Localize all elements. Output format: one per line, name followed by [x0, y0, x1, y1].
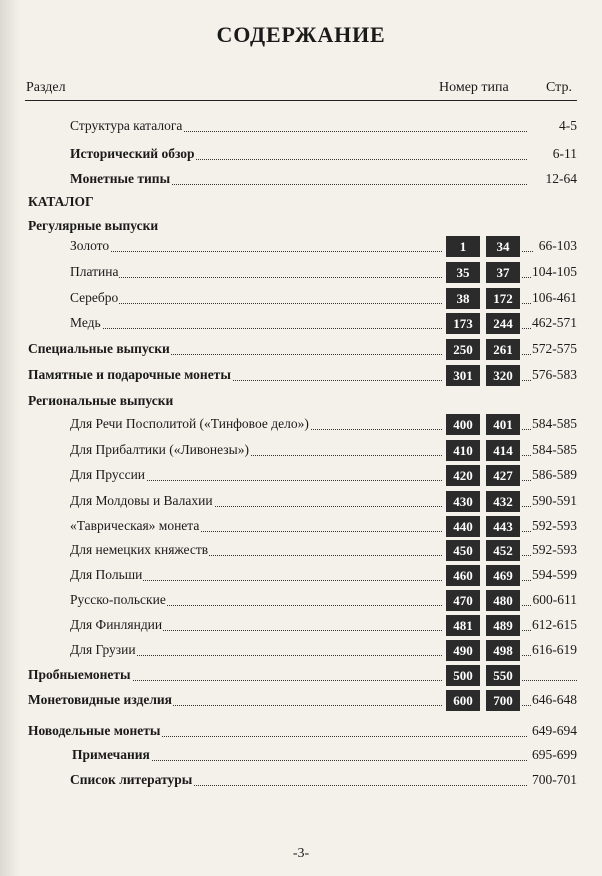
toc-entry-label: Памятные и подарочные монеты	[28, 367, 231, 382]
toc-row	[0, 216, 602, 238]
dot-leader	[74, 251, 442, 252]
toc-entry-pages: 12-64	[545, 171, 577, 186]
toc-entry-label: «Таврическая» монета	[70, 518, 200, 533]
dot-leader	[74, 303, 442, 304]
toc-row	[0, 690, 602, 712]
type-number-start-badge: 600	[446, 690, 480, 711]
toc-row	[0, 491, 602, 513]
toc-entry-label: Медь	[70, 315, 101, 330]
toc-entry-pages: 4-5	[559, 118, 577, 133]
toc-entry-pages: 106-461	[532, 290, 577, 305]
type-number-end-badge: 172	[486, 288, 520, 309]
dot-leader	[522, 251, 533, 252]
toc-entry-label: Серебро	[70, 290, 119, 305]
toc-entry-pages: 646-648	[532, 692, 577, 707]
type-number-end-badge: 414	[486, 440, 520, 461]
toc-entry-label: Для Молдовы и Валахии	[70, 493, 213, 508]
type-number-start-badge: 173	[446, 313, 480, 334]
toc-entry-label: Специальные выпуски	[28, 341, 170, 356]
type-number-start-badge: 35	[446, 262, 480, 283]
type-number-end-badge: 34	[486, 236, 520, 257]
type-number-end-badge: 700	[486, 690, 520, 711]
toc-entry-pages: 616-619	[532, 642, 577, 657]
type-number-end-badge: 320	[486, 365, 520, 386]
type-number-end-badge: 432	[486, 491, 520, 512]
toc-entry-label: Региональные выпуски	[28, 393, 174, 408]
header-section-label: Раздел	[26, 80, 66, 95]
type-number-end-badge: 498	[486, 640, 520, 661]
toc-row	[0, 144, 602, 166]
toc-entry-label: Список литературы	[70, 772, 193, 787]
toc-entry-label: Для немецких княжеств	[70, 542, 209, 557]
toc-row	[0, 288, 602, 310]
toc-entry-label: КАТАЛОГ	[28, 194, 94, 209]
toc-row	[0, 745, 602, 767]
toc-row	[0, 665, 602, 687]
toc-row	[0, 516, 602, 538]
toc-entry-label: Регулярные выпуски	[28, 218, 159, 233]
toc-row	[0, 721, 602, 743]
toc-row	[0, 414, 602, 436]
type-number-start-badge: 250	[446, 339, 480, 360]
toc-entry-pages: 6-11	[552, 146, 577, 161]
toc-entry-label: Для Речи Посполитой («Тинфовое дело»)	[70, 416, 309, 431]
type-number-start-badge: 440	[446, 516, 480, 537]
toc-entry-label: Для Пруссии	[70, 467, 146, 482]
type-number-start-badge: 450	[446, 540, 480, 561]
type-number-start-badge: 420	[446, 465, 480, 486]
type-number-start-badge: 481	[446, 615, 480, 636]
toc-entry-label: Для Финляндии	[70, 617, 163, 632]
type-number-end-badge: 469	[486, 565, 520, 586]
type-number-start-badge: 38	[446, 288, 480, 309]
page-number: -3-	[292, 846, 310, 861]
type-number-start-badge: 430	[446, 491, 480, 512]
toc-entry-pages: 66-103	[538, 238, 577, 253]
toc-entry-pages: 649-694	[532, 723, 577, 738]
toc-row	[0, 540, 602, 562]
toc-row	[0, 313, 602, 335]
toc-row	[0, 365, 602, 387]
type-number-start-badge: 301	[446, 365, 480, 386]
toc-entry-label: Примечания	[72, 747, 150, 762]
type-number-end-badge: 261	[486, 339, 520, 360]
toc-entry-pages: 584-585	[532, 442, 577, 457]
type-number-end-badge: 452	[486, 540, 520, 561]
type-number-start-badge: 400	[446, 414, 480, 435]
toc-entry-pages: 462-571	[532, 315, 577, 330]
toc-entry-label: Монетные типы	[70, 171, 171, 186]
dot-leader	[74, 328, 442, 329]
toc-entry-label: Монетовидные изделия	[28, 692, 172, 707]
toc-entry-pages: 700-701	[532, 772, 577, 787]
toc-entry-pages: 612-615	[532, 617, 577, 632]
toc-entry-label: Русско-польские	[70, 592, 166, 607]
type-number-end-badge: 37	[486, 262, 520, 283]
toc-entry-pages: 592-593	[532, 518, 577, 533]
dot-leader	[74, 277, 442, 278]
toc-row	[0, 169, 602, 191]
toc-row	[0, 391, 602, 413]
toc-row	[0, 339, 602, 361]
type-number-start-badge: 410	[446, 440, 480, 461]
type-number-end-badge: 489	[486, 615, 520, 636]
toc-entry-label: Для Польши	[70, 567, 143, 582]
toc-entry-pages: 600-611	[532, 592, 577, 607]
toc-row	[0, 192, 602, 214]
toc-entry-pages: 695-699	[532, 747, 577, 762]
toc-entry-pages: 592-593	[532, 542, 577, 557]
type-number-end-badge: 480	[486, 590, 520, 611]
type-number-end-badge: 443	[486, 516, 520, 537]
type-number-start-badge: 1	[446, 236, 480, 257]
toc-entry-label: Новодельные монеты	[28, 723, 161, 738]
toc-row	[0, 236, 602, 258]
header-page-label: Стр.	[546, 80, 572, 95]
toc-entry-pages: 594-599	[532, 567, 577, 582]
toc-row	[0, 590, 602, 612]
toc-entry-label: Золото	[70, 238, 110, 253]
dot-leader	[522, 680, 577, 681]
type-number-start-badge: 460	[446, 565, 480, 586]
toc-row	[0, 262, 602, 284]
page-title: СОДЕРЖАНИЕ	[216, 22, 386, 47]
toc-row	[0, 465, 602, 487]
toc-entry-label: Структура каталога	[70, 118, 183, 133]
toc-entry-pages: 572-575	[532, 341, 577, 356]
toc-entry-pages: 586-589	[532, 467, 577, 482]
type-number-start-badge: 490	[446, 640, 480, 661]
type-number-start-badge: 470	[446, 590, 480, 611]
toc-row	[0, 615, 602, 637]
toc-entry-pages: 584-585	[532, 416, 577, 431]
toc-entry-pages: 104-105	[532, 264, 577, 279]
toc-row	[0, 116, 602, 138]
toc-row	[0, 440, 602, 462]
toc-entry-pages: 576-583	[532, 367, 577, 382]
toc-row	[0, 565, 602, 587]
toc-entry-label: Пробныемонеты	[28, 667, 131, 682]
toc-entry-label: Платина	[70, 264, 119, 279]
toc-row	[0, 770, 602, 792]
toc-entry-label: Исторический обзор	[70, 146, 195, 161]
type-number-end-badge: 244	[486, 313, 520, 334]
type-number-end-badge: 401	[486, 414, 520, 435]
toc-entry-label: Для Прибалтики («Ливонезы»)	[70, 442, 249, 457]
type-number-end-badge: 427	[486, 465, 520, 486]
toc-row	[0, 640, 602, 662]
type-number-end-badge: 550	[486, 665, 520, 686]
type-number-start-badge: 500	[446, 665, 480, 686]
toc-entry-label: Для Грузии	[70, 642, 136, 657]
header-type-number-label: Номер типа	[439, 80, 509, 95]
toc-entry-pages: 590-591	[532, 493, 577, 508]
